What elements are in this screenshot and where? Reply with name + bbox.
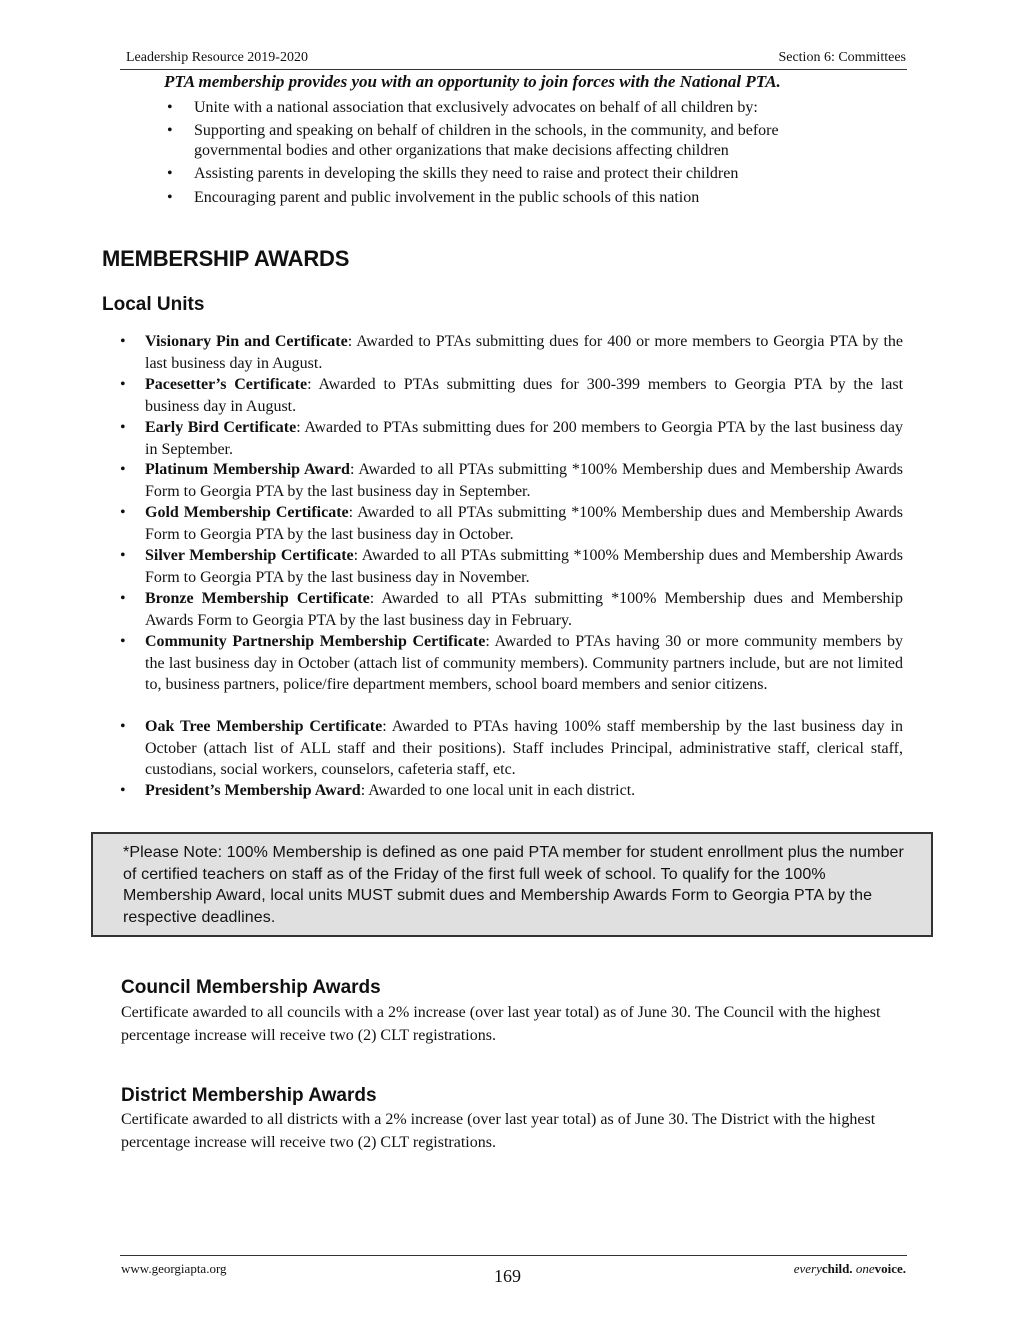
header-rule [120,69,907,70]
intro-bullet: • Encouraging parent and public involvement in the public schools of this nation [167,189,700,206]
council-heading: Council Membership Awards [121,977,381,998]
bullet-icon: • [167,99,173,116]
award-item: • Bronze Membership Certificate: Awarded to all PTAs submitting *100% Membership dues and Membership Awards Form to Georgia PTA by the last business day in February. [120,590,903,629]
header-right: Section 6: Committees [778,50,906,65]
award-item: • President’s Membership Award: Awarded to one local unit in each district. [145,780,903,802]
award-item: • Oak Tree Membership Certificate: Awarded to PTAs having 100% staff membership by the last business day in October (attach list of ALL staff and their positions). Staff includes Principal, administrative staff, clerical staff, custodians, social workers, counselors, cafeteria staff, etc. [120,718,903,778]
bullet-icon: • [120,504,126,521]
bullet-icon: • [167,165,173,182]
district-heading: District Membership Awards [121,1085,377,1106]
note-box [91,832,933,937]
award-item: • Visionary Pin and Certificate: Awarded to PTAs submitting dues for 400 or more members to Georgia PTA by the last business day in August. [120,333,904,372]
intro-bullet-continuation: governmental bodies and other organizations that make decisions affecting children [194,142,729,159]
intro-bullet: • Supporting and speaking on behalf of children in the schools, in the community, and before [167,122,779,139]
page-number: 169 [494,1266,521,1286]
award-item: • Silver Membership Certificate: Awarded to all PTAs submitting *100% Membership dues and Membership Awards Form to Georgia PTA by the last business day in November. [120,547,904,586]
award-item: • Pacesetter’s Certificate: Awarded to PTAs submitting dues for 300-399 members to Georgia PTA by the last business day in August. [120,376,904,415]
intro-heading: PTA membership provides you with an opportunity to join forces with the National PTA. [164,72,781,91]
bullet-icon: • [167,122,173,139]
bullet-icon: • [120,461,126,478]
bullet-icon: • [120,376,126,393]
footer-website: www.georgiapta.org [121,1261,227,1276]
intro-bullet: • Unite with a national association that exclusively advocates on behalf of all children by: [167,99,758,116]
bullet-icon: • [120,633,126,650]
footer-rule [120,1255,907,1256]
section-subtitle: Local Units [102,294,205,315]
award-item: • Early Bird Certificate: Awarded to PTAs submitting dues for 200 members to Georgia PTA by the last business day in September. [120,419,904,458]
council-text: Certificate awarded to all councils with a 2% increase (over last year total) as of June 30. The Council with the highest percentage increase will receive two (2) CLT registrations. [121,1004,881,1044]
bullet-icon: • [120,419,126,436]
header-left: Leadership Resource 2019-2020 [126,50,308,65]
bullet-icon: • [120,782,126,799]
bullet-icon: • [167,189,173,206]
award-item: • Community Partnership Membership Certificate: Awarded to PTAs having 30 or more community members by the last business day in October (attach list of community members). Community partners include, but are not limited to, business partners, police/fire department members, school board members and senior citizens. [120,633,903,693]
bullet-icon: • [120,547,126,564]
footer-slogan: everychild. onevoice. [793,1261,906,1276]
bullet-icon: • [120,718,126,735]
award-item: • Gold Membership Certificate: Awarded to all PTAs submitting *100% Membership dues and Membership Awards Form to Georgia PTA by the last business day in October. [120,504,904,543]
intro-bullet: • Assisting parents in developing the skills they need to raise and protect their children [167,165,739,182]
page-title: MEMBERSHIP AWARDS [102,246,350,271]
note-text: *Please Note: 100% Membership is defined as one paid PTA member for student enrollment plus the number of certified teachers on staff as of the Friday of the first full week of school. To qualify for the 100% Membership Award, local units MUST submit dues and Membership Awards Form to Georgia PTA by the respective deadlines. [123,844,904,926]
award-item: • Platinum Membership Award: Awarded to all PTAs submitting *100% Membership dues and Membership Awards Form to Georgia PTA by the last business day in September. [120,461,903,500]
bullet-icon: • [120,590,126,607]
bullet-icon: • [120,333,126,350]
district-text: Certificate awarded to all districts with a 2% increase (over last year total) as of June 30. The District with the highest percentage increase will receive two (2) CLT registrations. [121,1111,876,1151]
